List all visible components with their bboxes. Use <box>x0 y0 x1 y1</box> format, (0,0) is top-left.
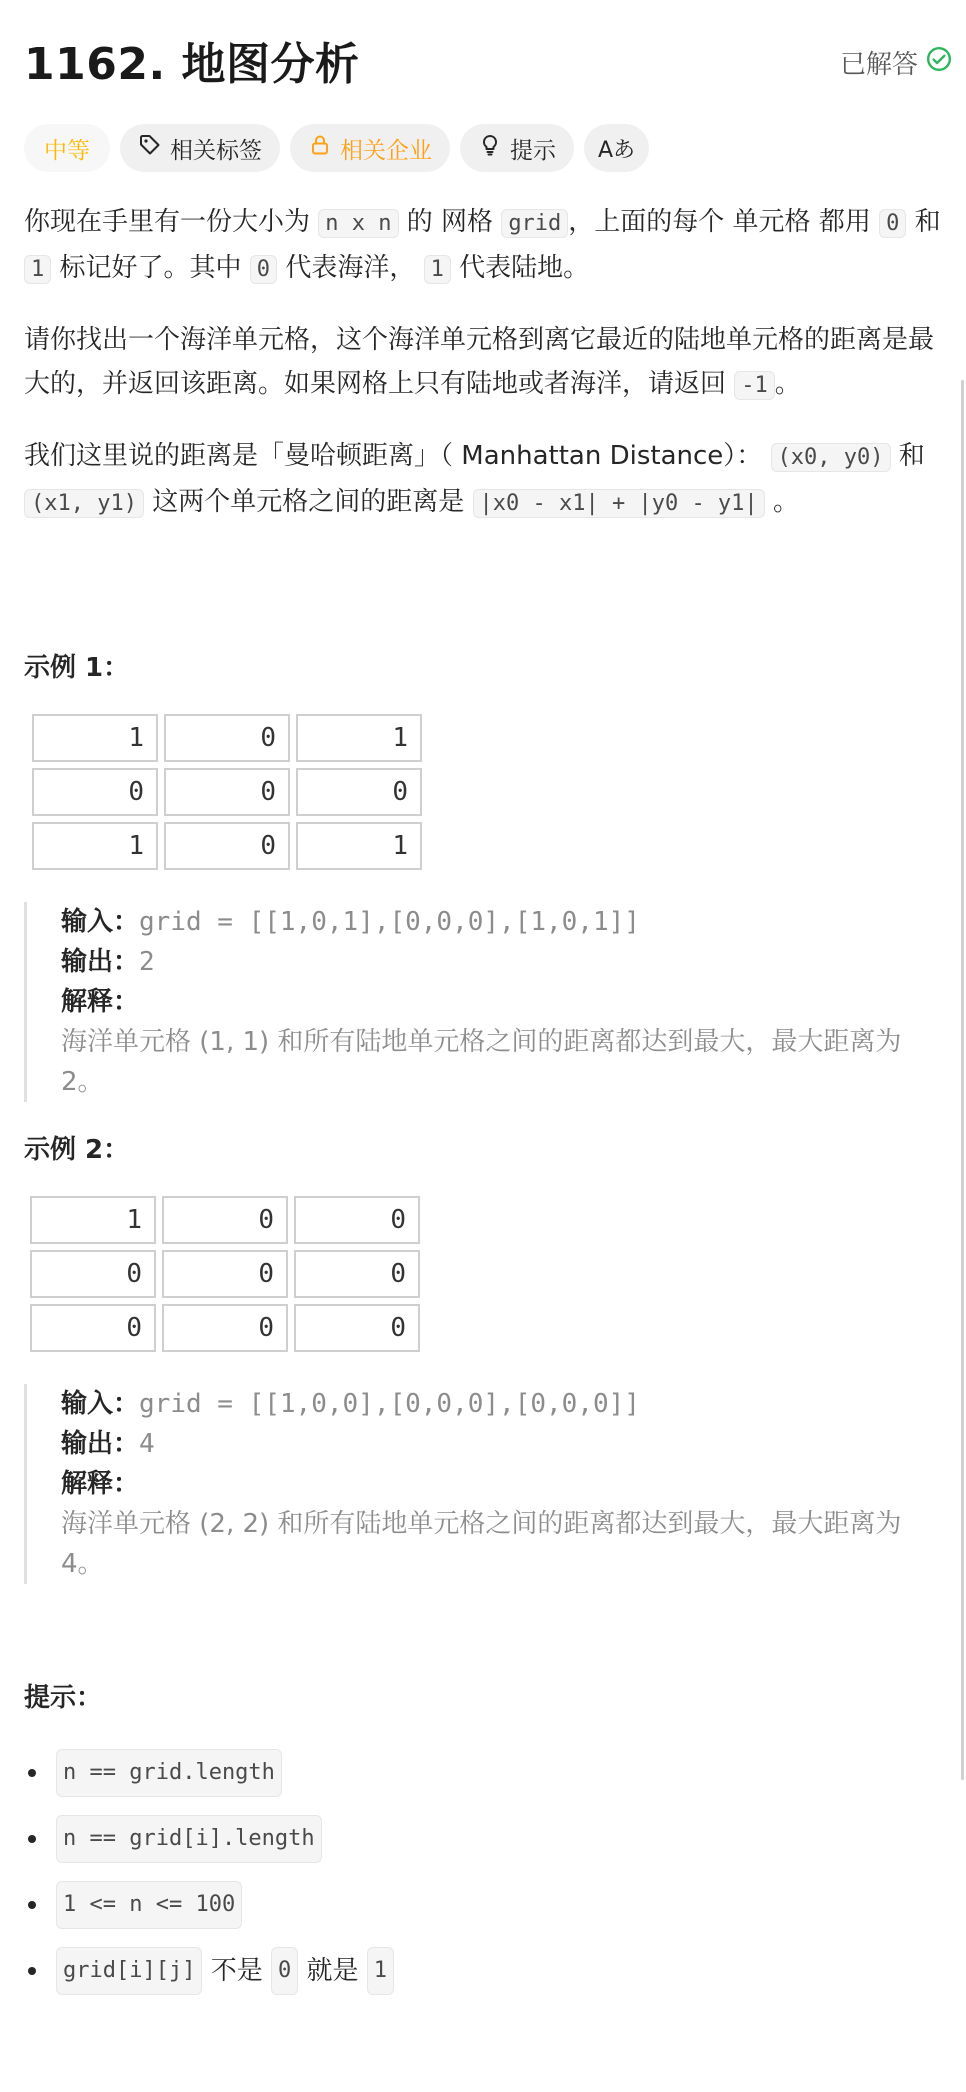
example-explain <box>61 982 952 1022</box>
problem-title[interactable]: 1162. 地图分析 <box>24 39 360 90</box>
hint-label: 提示 <box>510 137 556 164</box>
text: 我们这里说的距离是「曼哈顿距离」（ Manhattan Distance）： <box>24 441 763 471</box>
grid-cell: 1 <box>30 1196 156 1244</box>
constraints-list <box>24 1740 952 2004</box>
text: 这两个单元格之间的距离是 <box>152 487 465 517</box>
explain-text: 海洋单元格 (2, 2) 和所有陆地单元格之间的距离都达到最大，最大距离为 4。 <box>61 1509 902 1579</box>
inline-code: 1 <box>424 255 451 284</box>
lightbulb-icon <box>478 133 502 163</box>
inline-code: grid <box>501 209 568 238</box>
grid-cell: 1 <box>32 822 158 870</box>
example-explain <box>61 1464 952 1504</box>
grid-cell: 0 <box>30 1250 156 1298</box>
inline-code: n x n <box>318 209 398 238</box>
inline-code: grid[i][j] <box>56 1947 202 1995</box>
inline-code: 1 <box>367 1947 394 1995</box>
inline-code: 0 <box>250 255 277 284</box>
related-companies-button[interactable] <box>290 124 450 172</box>
example-input <box>61 1384 952 1424</box>
explain-text: 海洋单元格 (1, 1) 和所有陆地单元格之间的距离都达到最大，最大距离为 2。 <box>61 1027 902 1097</box>
output-value: 4 <box>139 1429 155 1459</box>
problem-description <box>24 200 952 2004</box>
grid-row <box>32 714 422 762</box>
list-item <box>24 1938 952 2004</box>
list-item <box>24 1872 952 1938</box>
solved-label: 已解答 <box>839 50 918 80</box>
tag-icon <box>138 133 162 163</box>
example-2-grid <box>24 1190 426 1358</box>
constraints-title: 提示： <box>24 1683 103 1713</box>
grid-cell: 0 <box>162 1304 288 1352</box>
grid-row <box>30 1304 420 1352</box>
grid-cell: 0 <box>30 1304 156 1352</box>
text: 不是 <box>210 1956 263 1986</box>
grid-cell: 0 <box>162 1196 288 1244</box>
text: 就是 <box>306 1956 359 1986</box>
explain-label: 解释： <box>61 987 140 1017</box>
inline-code: 0 <box>271 1947 298 1995</box>
text: 代表陆地。 <box>459 253 590 283</box>
list-item <box>24 1740 952 1806</box>
check-circle-icon <box>926 46 952 79</box>
explain-label: 解释： <box>61 1469 140 1499</box>
translate-icon: Aあ <box>598 137 636 163</box>
text: 和 <box>914 207 941 237</box>
grid-cell: 0 <box>164 768 290 816</box>
description-paragraph-1 <box>24 200 952 292</box>
grid-cell: 0 <box>162 1250 288 1298</box>
grid-cell: 1 <box>32 714 158 762</box>
input-value: grid = [[1,0,1],[0,0,0],[1,0,1]] <box>139 907 640 937</box>
inline-code: (x0, y0) <box>771 443 891 472</box>
description-paragraph-2 <box>24 318 952 408</box>
text: 你现在手里有一份大小为 <box>24 207 311 237</box>
inline-code: |x0 - x1| + |y0 - y1| <box>473 489 765 518</box>
text: 和 <box>898 441 925 471</box>
grid-cell: 0 <box>164 714 290 762</box>
inline-code: 1 <box>24 255 51 284</box>
grid-cell: 0 <box>294 1304 420 1352</box>
grid-row <box>32 768 422 816</box>
example-2-title: 示例 2： <box>24 1135 130 1165</box>
example-output <box>61 1424 952 1464</box>
text: 代表海洋， <box>285 253 416 283</box>
hint-button[interactable] <box>460 124 574 172</box>
inline-code: n == grid[i].length <box>56 1815 322 1863</box>
grid-cell: 0 <box>294 1196 420 1244</box>
example-input <box>61 902 952 942</box>
example-1-grid <box>26 708 428 876</box>
grid-row <box>30 1250 420 1298</box>
input-label: 输入： <box>61 907 140 937</box>
grid-row <box>30 1196 420 1244</box>
scrollbar-thumb[interactable] <box>961 380 964 1780</box>
grid-row <box>32 822 422 870</box>
list-item <box>24 1806 952 1872</box>
inline-code: n == grid.length <box>56 1749 282 1797</box>
related-topics-label: 相关标签 <box>170 137 262 164</box>
lock-icon <box>308 133 332 163</box>
inline-code: 0 <box>879 209 906 238</box>
grid-cell: 0 <box>32 768 158 816</box>
grid-cell: 0 <box>294 1250 420 1298</box>
text: 请你找出一个海洋单元格，这个海洋单元格到离它最近的陆地单元格的距离是最大的，并返回该距离。如果网格上只有陆地或者海洋，请返回 <box>24 325 935 399</box>
grid-cell: 0 <box>164 822 290 870</box>
related-topics-button[interactable] <box>120 124 280 172</box>
tag-row <box>24 124 649 172</box>
example-2-block <box>24 1384 952 1584</box>
grid-cell: 1 <box>296 822 422 870</box>
text: 的 网格 <box>406 207 494 237</box>
difficulty-badge <box>24 124 110 172</box>
inline-code: 1 <= n <= 100 <box>56 1881 242 1929</box>
input-value: grid = [[1,0,0],[0,0,0],[0,0,0]] <box>139 1389 640 1419</box>
scrollbar[interactable] <box>960 0 966 2092</box>
output-label: 输出： <box>61 947 140 977</box>
text: 标记好了。其中 <box>59 253 242 283</box>
inline-code: -1 <box>734 371 775 400</box>
input-label: 输入： <box>61 1389 140 1419</box>
example-output <box>61 942 952 982</box>
example-1-block <box>24 902 952 1102</box>
text: ，上面的每个 单元格 都用 <box>568 207 871 237</box>
solved-status <box>840 44 952 81</box>
output-value: 2 <box>139 947 155 977</box>
description-paragraph-3 <box>24 434 952 526</box>
related-companies-label: 相关企业 <box>340 137 432 164</box>
text: 。 <box>774 369 801 399</box>
grid-cell: 0 <box>296 768 422 816</box>
difficulty-label: 中等 <box>44 137 90 164</box>
inline-code: (x1, y1) <box>24 489 144 518</box>
output-label: 输出： <box>61 1429 140 1459</box>
example-1-title: 示例 1： <box>24 653 130 683</box>
text: 。 <box>772 487 799 517</box>
translate-button[interactable] <box>584 124 649 172</box>
grid-cell: 1 <box>296 714 422 762</box>
problem-header <box>24 28 952 92</box>
